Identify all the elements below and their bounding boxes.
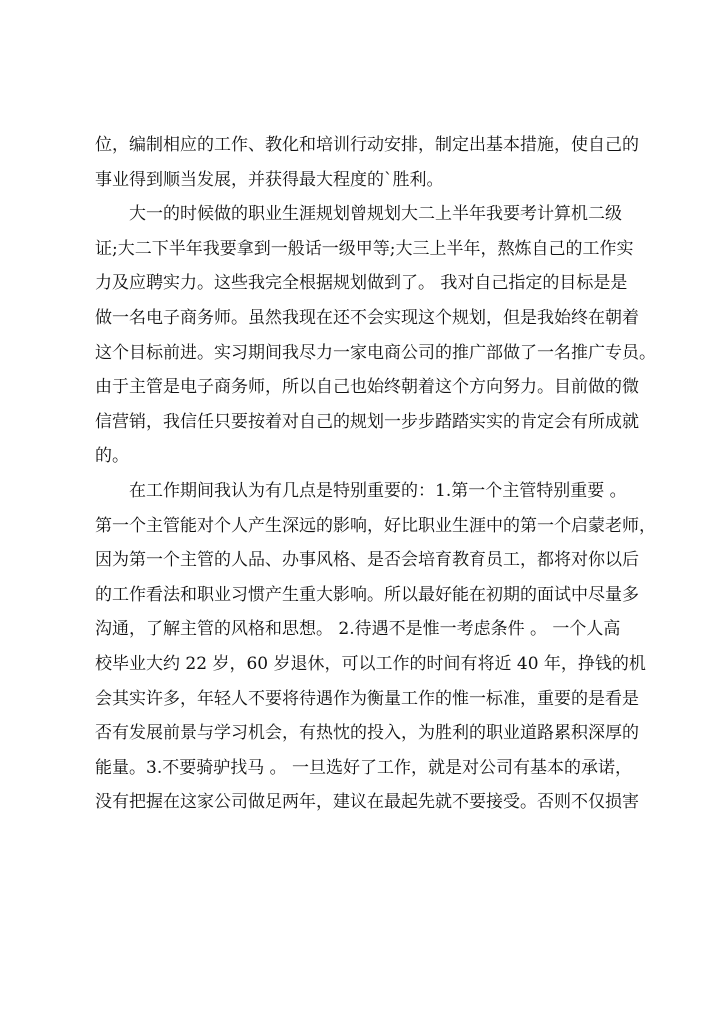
- text-line: 没有把握在这家公司做足两年，建议在最起先就不要接受。否则不仅损害: [95, 792, 639, 813]
- text-line: 否有发展前景与学习机会，有热忱的投入，为胜利的职业道路累积深厚的: [95, 723, 639, 744]
- text-line: 沟通，了解主管的风格和思想。 2.待遇不是惟一考虑条件 。 一个人高: [95, 619, 621, 640]
- text-line: 的工作看法和职业习惯产生重大影响。所以最好能在初期的面试中尽量多: [95, 584, 639, 605]
- text-line: 的。: [95, 446, 129, 467]
- text-line: 位，编制相应的工作、教化和培训行动安排，制定出基本措施，使自己的: [95, 135, 639, 155]
- text-line: 力及应聘实力。这些我完全根据规划做到了。 我对自己指定的目标是是: [95, 273, 628, 294]
- text-line: 做一名电子商务师。虽然我现在还不会实现这个规划，但是我始终在朝着: [95, 307, 639, 328]
- text-line: 信营销，我信任只要按着对自己的规划一步步踏踏实实的肯定会有所成就: [95, 411, 639, 432]
- text-line: 因为第一个主管的人品、办事风格、是否会培育教育员工，都将对你以后: [95, 550, 639, 571]
- text-line: 证;大二下半年我要拿到一般话一级甲等;大三上半年，熬炼自己的工作实: [95, 238, 634, 259]
- body-text: [95, 128, 656, 820]
- text-line: 在工作期间我认为有几点是特别重要的：1.第一个主管特别重要 。: [129, 480, 627, 501]
- text-line: 这个目标前进。实习期间我尽力一家电商公司的推广部做了一名推广专员。: [95, 342, 656, 363]
- text-line: 第一个主管能对个人产生深远的影响，好比职业生涯中的第一个启蒙老师，: [95, 515, 656, 536]
- text-line: 会其实许多，年轻人不要将待遇作为衡量工作的惟一标准，重要的是看是: [95, 688, 639, 709]
- text-line: 由于主管是电子商务师，所以自己也始终朝着这个方向努力。目前做的微: [95, 377, 639, 398]
- text-line: 能量。3.不要骑驴找马 。 一旦选好了工作，就是对公司有基本的承诺，: [95, 757, 633, 778]
- text-line: 校毕业大约 22 岁，60 岁退休，可以工作的时间有将近 40 年，挣钱的机: [95, 653, 646, 674]
- text-line: 大一的时候做的职业生涯规划曾规划大二上半年我要考计算机二级: [129, 204, 622, 225]
- text-line: 事业得到顺当发展，并获得最大程度的`胜利。: [95, 169, 444, 190]
